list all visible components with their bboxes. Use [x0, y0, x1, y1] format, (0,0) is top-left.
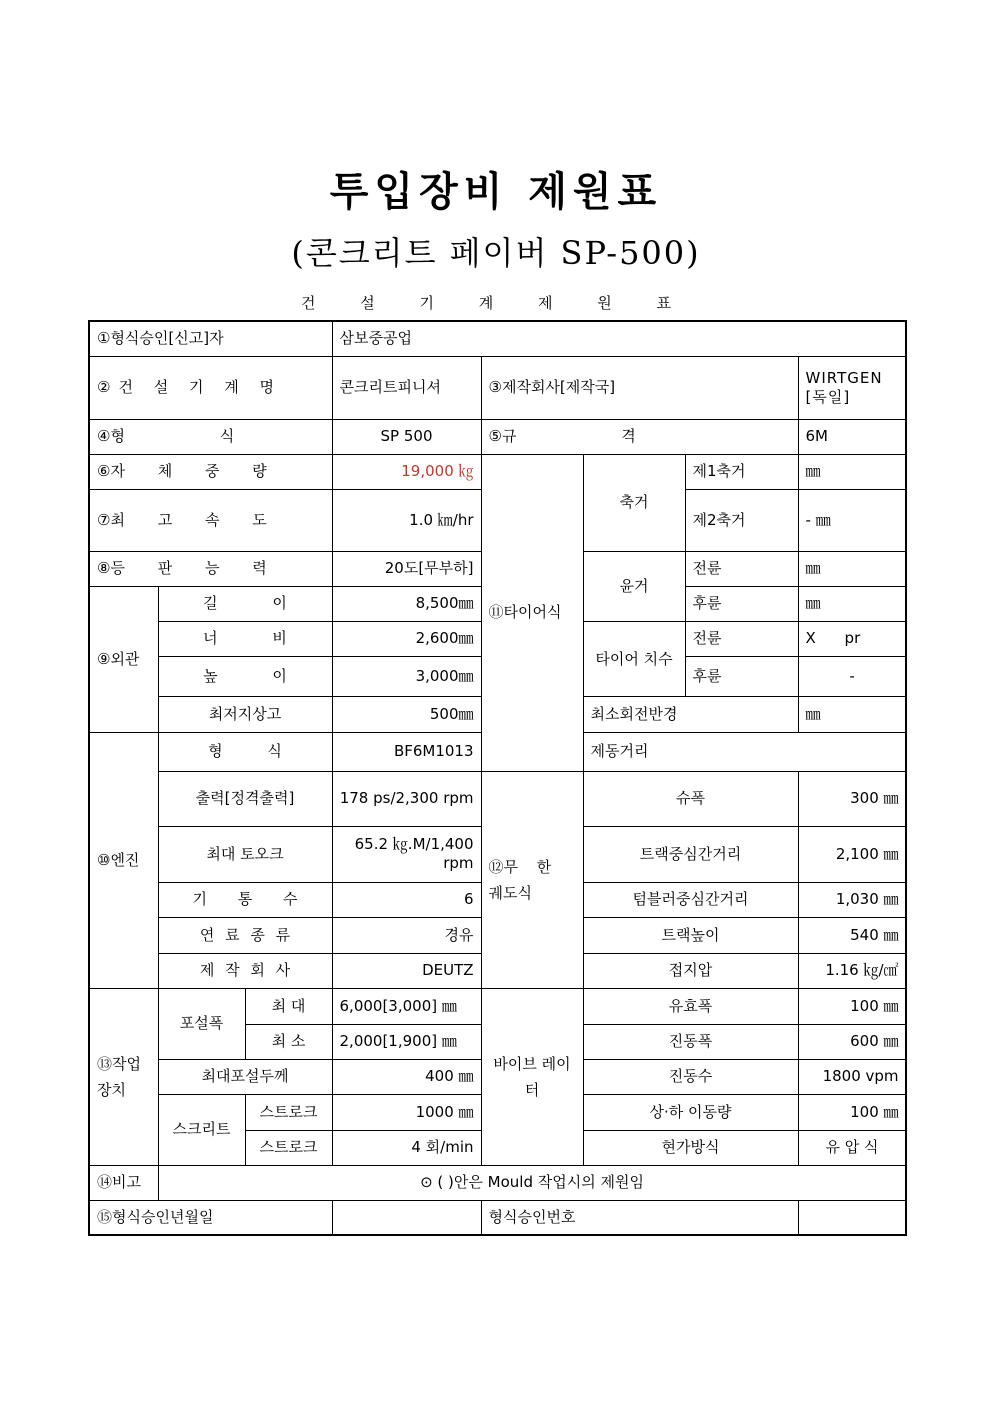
pave-min-value: 2,000[1,900] ㎜	[332, 1024, 481, 1059]
spec-table	[88, 320, 907, 1236]
grade-value: 20도[무부하]	[332, 551, 481, 586]
approver-value: 삼보중공업	[332, 321, 906, 356]
pave-min-label: 최 소	[245, 1024, 332, 1059]
remark-value: ⊙ ( )안은 Mould 작업시의 제원임	[158, 1165, 906, 1200]
model-label: ④형 식	[89, 419, 332, 454]
speed-value: 1.0 ㎞/hr	[332, 489, 481, 551]
spec-label: ⑤규 격	[481, 419, 798, 454]
table-row	[89, 1200, 906, 1235]
cylinder-label: 기 통 수	[158, 882, 332, 917]
model-value: SP 500	[332, 419, 481, 454]
length-label: 길 이	[158, 586, 332, 621]
shoe-value: 300 ㎜	[798, 771, 906, 826]
updown-label: 상·하 이동량	[583, 1094, 798, 1130]
cylinder-value: 6	[332, 882, 481, 917]
updown-value: 100 ㎜	[798, 1094, 906, 1130]
axle1-label: 제1축거	[685, 454, 798, 489]
ground-label: 접지압	[583, 953, 798, 988]
shoe-label: 슈폭	[583, 771, 798, 826]
table-row	[89, 988, 906, 1024]
turn-label: 최소회전반경	[583, 696, 798, 732]
torque-label: 최대 토오크	[158, 826, 332, 882]
tire-rear-label: 후륜	[685, 656, 798, 696]
tumbler-value: 1,030 ㎜	[798, 882, 906, 917]
vib-width-value: 600 ㎜	[798, 1024, 906, 1059]
tire-size-label: 타이어 치수	[583, 621, 685, 696]
height-value: 3,000㎜	[332, 656, 481, 696]
work-label: ⑬작업 장치	[89, 988, 158, 1165]
eff-width-value: 100 ㎜	[798, 988, 906, 1024]
tire-front-value: X pr	[798, 621, 906, 656]
axle2-label: 제2축거	[685, 489, 798, 551]
grade-label: ⑧등 판 능 력	[89, 551, 332, 586]
approver-label: ①형식승인[신고]자	[89, 321, 332, 356]
tread-front-value: ㎜	[798, 551, 906, 586]
brake-label: 제동거리	[583, 732, 906, 771]
track-height-label: 트랙높이	[583, 917, 798, 953]
axle-label: 축거	[583, 454, 685, 551]
pave-thick-value: 400 ㎜	[332, 1059, 481, 1094]
vib-width-label: 진동폭	[583, 1024, 798, 1059]
track-center-label: 트랙중심간거리	[583, 826, 798, 882]
pave-width-label: 포설폭	[158, 988, 245, 1059]
tread-rear-label: 후륜	[685, 586, 798, 621]
eff-width-label: 유효폭	[583, 988, 798, 1024]
approval-date-label: ⑮형식승인년월일	[89, 1200, 332, 1235]
torque-value: 65.2 ㎏.M/1,400 rpm	[332, 826, 481, 882]
remark-label: ⑭비고	[89, 1165, 158, 1200]
approval-no-value	[798, 1200, 906, 1235]
tread-rear-value: ㎜	[798, 586, 906, 621]
length-value: 8,500㎜	[332, 586, 481, 621]
page-title: 투입장비 제원표	[329, 168, 663, 215]
eng-maker-value: DEUTZ	[332, 953, 481, 988]
screed-label: 스크리트	[158, 1094, 245, 1165]
axle2-value: - ㎜	[798, 489, 906, 551]
table-caption: 건 설 기 계 제 원 표	[300, 294, 692, 312]
stroke2-label: 스트로크	[245, 1130, 332, 1165]
stroke1-label: 스트로크	[245, 1094, 332, 1130]
machine-name-label: ②건 설 기 계 명	[89, 356, 332, 419]
table-row	[89, 1165, 906, 1200]
approval-date-value	[332, 1200, 481, 1235]
tire-rear-value: -	[798, 656, 906, 696]
fuel-value: 경유	[332, 917, 481, 953]
table-row	[89, 419, 906, 454]
height-label: 높 이	[158, 656, 332, 696]
engine-label: ⑩엔진	[89, 732, 158, 988]
tire-label: ⑪타이어식	[481, 454, 583, 771]
speed-label: ⑦최 고 속 도	[89, 489, 332, 551]
approval-no-label: 형식승인번호	[481, 1200, 798, 1235]
vib-freq-label: 진동수	[583, 1059, 798, 1094]
pave-max-value: 6,000[3,000] ㎜	[332, 988, 481, 1024]
fuel-label: 연 료 종 류	[158, 917, 332, 953]
vib-freq-value: 1800 vpm	[798, 1059, 906, 1094]
clearance-value: 500㎜	[332, 696, 481, 732]
table-row	[89, 771, 906, 826]
tread-label: 윤거	[583, 551, 685, 621]
clearance-label: 최저지상고	[158, 696, 332, 732]
eng-model-value: BF6M1013	[332, 732, 481, 771]
table-row	[89, 454, 906, 489]
width-label: 너 비	[158, 621, 332, 656]
table-row	[89, 356, 906, 419]
stroke2-value: 4 회/min	[332, 1130, 481, 1165]
pave-max-label: 최 대	[245, 988, 332, 1024]
pave-thick-label: 최대포설두께	[158, 1059, 332, 1094]
tumbler-label: 텀블러중심간거리	[583, 882, 798, 917]
tire-front-label: 전륜	[685, 621, 798, 656]
track-center-value: 2,100 ㎜	[798, 826, 906, 882]
eng-model-label: 형 식	[158, 732, 332, 771]
maker-value: WIRTGEN [독일]	[798, 356, 906, 419]
output-value: 178 ps/2,300 rpm	[332, 771, 481, 826]
exterior-label: ⑨외관	[89, 586, 158, 732]
width-value: 2,600㎜	[332, 621, 481, 656]
table-row	[89, 321, 906, 356]
weight-value: 19,000 ㎏	[332, 454, 481, 489]
axle1-value: ㎜	[798, 454, 906, 489]
suspension-label: 현가방식	[583, 1130, 798, 1165]
suspension-value: 유 압 식	[798, 1130, 906, 1165]
maker-label: ③제작회사[제작국]	[481, 356, 798, 419]
track-height-value: 540 ㎜	[798, 917, 906, 953]
spec-value: 6M	[798, 419, 906, 454]
vibrator-label: 바이브 레이터	[481, 988, 583, 1165]
turn-value: ㎜	[798, 696, 906, 732]
output-label: 출력[정격출력]	[158, 771, 332, 826]
eng-maker-label: 제 작 회 사	[158, 953, 332, 988]
crawler-label: ⑫무 한 궤도식	[481, 771, 583, 988]
weight-label: ⑥자 체 중 량	[89, 454, 332, 489]
stroke1-value: 1000 ㎜	[332, 1094, 481, 1130]
page-subtitle: (콘크리트 페이버 SP-500)	[291, 234, 701, 272]
tread-front-label: 전륜	[685, 551, 798, 586]
machine-name-value: 콘크리트피니셔	[332, 356, 481, 419]
ground-value: 1.16 ㎏/㎠	[798, 953, 906, 988]
